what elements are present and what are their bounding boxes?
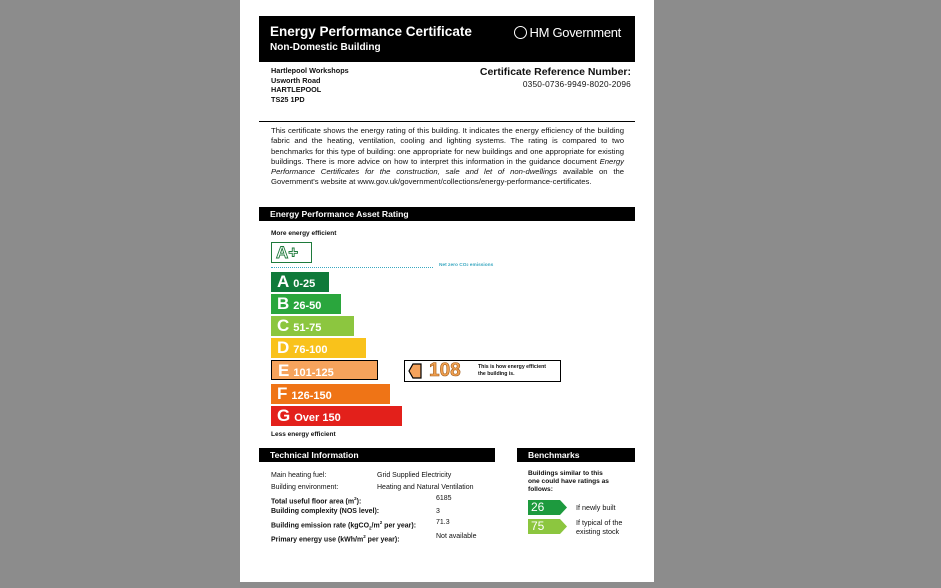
benchmark-value: 26: [531, 500, 545, 514]
reference-label: Certificate Reference Number:: [479, 66, 631, 78]
benchmark-value: 75: [531, 519, 545, 533]
tech-label-environment: Building environment:: [271, 484, 339, 491]
royal-crest-icon: [514, 26, 527, 39]
tech-label-end: per year):: [365, 536, 400, 544]
caption-line: the building is.: [478, 370, 515, 377]
band-e: [271, 360, 378, 380]
benchmark-label-line: existing stock: [576, 527, 620, 536]
certificate-title: Energy Performance Certificate: [270, 24, 472, 39]
tech-label-text: Building emission rate (kgCO: [271, 522, 370, 530]
band-a: [271, 272, 329, 292]
pointer-arrow-icon: [408, 363, 422, 379]
band-range: 126-150: [291, 390, 332, 402]
caption-line: This is how energy efficient: [478, 364, 547, 370]
tech-label-floor-area: [271, 496, 361, 505]
net-zero-subscript: 2: [466, 263, 469, 267]
tech-value-primary-energy: Not available: [436, 533, 477, 540]
benchmark-new-build-label: If newly built: [576, 503, 616, 512]
band-letter: F: [277, 384, 288, 403]
tech-label-sup: 2: [354, 496, 357, 501]
asset-rating-heading: Energy Performance Asset Rating: [259, 207, 635, 221]
band-range: 0-25: [293, 278, 316, 290]
technical-info-heading: Technical Information: [259, 448, 495, 462]
band-a-plus: A+: [271, 242, 312, 263]
net-zero-line: [271, 267, 433, 268]
logo-text: HM Government: [529, 25, 621, 40]
intro-paragraph: [271, 126, 624, 188]
guidance-title: Energy Performance Certificates for the construction, sale and let of non-dwellings: [271, 156, 624, 177]
net-zero-label: [439, 263, 493, 268]
benchmark-existing-stock: [528, 519, 568, 534]
tech-label-sup: 2: [379, 520, 383, 525]
intro-text: This certificate shows the energy rating of this building. It indicates the energy efficiency of the building fabric and the heating, ventilation, cooling and lighting systems. The rating is compared to two benchmarks for this type of building: one appropriate for new buildings and one appropriate for existing buildings. There is more advice on how to interpret this information in the guidance document: [271, 126, 624, 166]
certificate-subtitle: Non-Domestic Building: [270, 42, 381, 53]
tech-value-floor-area: 6185: [436, 495, 452, 502]
benchmarks-intro-line: one could have ratings as: [528, 478, 609, 485]
tech-label-end: ):: [356, 498, 362, 506]
rating-caption: [478, 364, 546, 377]
band-d: [271, 338, 366, 358]
divider: [259, 121, 635, 122]
band-c: [271, 316, 354, 336]
benchmarks-intro-line: follows:: [528, 486, 553, 493]
tech-label-emission-rate: [271, 520, 416, 531]
band-letter: B: [277, 294, 290, 313]
band-letter: A: [277, 272, 290, 291]
band-range: 26-50: [293, 300, 322, 312]
rating-value: 108: [429, 360, 461, 381]
property-address: [271, 66, 349, 104]
band-g: [271, 406, 402, 426]
address-line: HARTLEPOOL: [271, 85, 322, 95]
tech-label-primary-energy: [271, 534, 400, 543]
address-line: Hartlepool Workshops: [271, 66, 349, 75]
tech-label-sup: 2: [363, 534, 366, 539]
benchmark-new-build: [528, 500, 568, 515]
address-line: TS25 1PD: [271, 94, 305, 104]
hm-government-logo: [514, 25, 621, 40]
tech-label-mid: /m: [371, 522, 380, 530]
reference-number: 0350-0736-9949-8020-2096: [522, 79, 631, 89]
benchmarks-heading: Benchmarks: [517, 448, 635, 462]
benchmark-label-line: If typical of the: [576, 518, 623, 527]
benchmark-existing-stock-label: [576, 518, 622, 536]
band-range: 51-75: [293, 322, 322, 334]
band-letter: E: [278, 361, 290, 380]
tech-label-text: Total useful floor area (m: [271, 498, 355, 506]
less-efficient-label: Less energy efficient: [271, 431, 336, 438]
band-f: [271, 384, 390, 404]
tech-value-complexity: 3: [436, 508, 440, 515]
certificate-page: [240, 0, 654, 582]
tech-value-heating-fuel: Grid Supplied Electricity: [377, 472, 452, 479]
benchmarks-intro: [528, 470, 609, 494]
band-letter: G: [277, 406, 291, 425]
band-range: 101-125: [293, 367, 334, 379]
tech-label-sub: 2: [369, 525, 372, 531]
band-letter: D: [277, 338, 290, 357]
intro-text-cont: available on the Government's website at www.gov.uk/government/collections/energy-performance-certificates.: [271, 167, 625, 187]
tech-label-complexity: [271, 508, 379, 515]
tech-label-text: Primary energy use (kWh/m: [271, 536, 364, 544]
band-b: [271, 294, 341, 314]
tech-label-heating-fuel: Main heating fuel:: [271, 472, 327, 479]
net-zero-text: Net zero CO: [439, 263, 467, 268]
tech-label-end: per year):: [382, 522, 417, 530]
tech-label-text: Building complexity (NOS level):: [271, 508, 380, 515]
band-range: Over 150: [294, 412, 341, 424]
certificate-header: [259, 16, 635, 62]
rating-pointer: [404, 360, 561, 382]
benchmarks-intro-line: Buildings similar to this: [528, 470, 603, 477]
net-zero-suffix: emissions: [468, 263, 494, 268]
more-efficient-label: More energy efficient: [271, 230, 337, 237]
tech-value-emission-rate: 71.3: [436, 519, 450, 526]
tech-value-environment: Heating and Natural Ventilation: [377, 484, 474, 491]
address-line: Usworth Road: [271, 75, 321, 85]
band-letter: C: [277, 316, 290, 335]
band-range: 76-100: [293, 344, 328, 356]
